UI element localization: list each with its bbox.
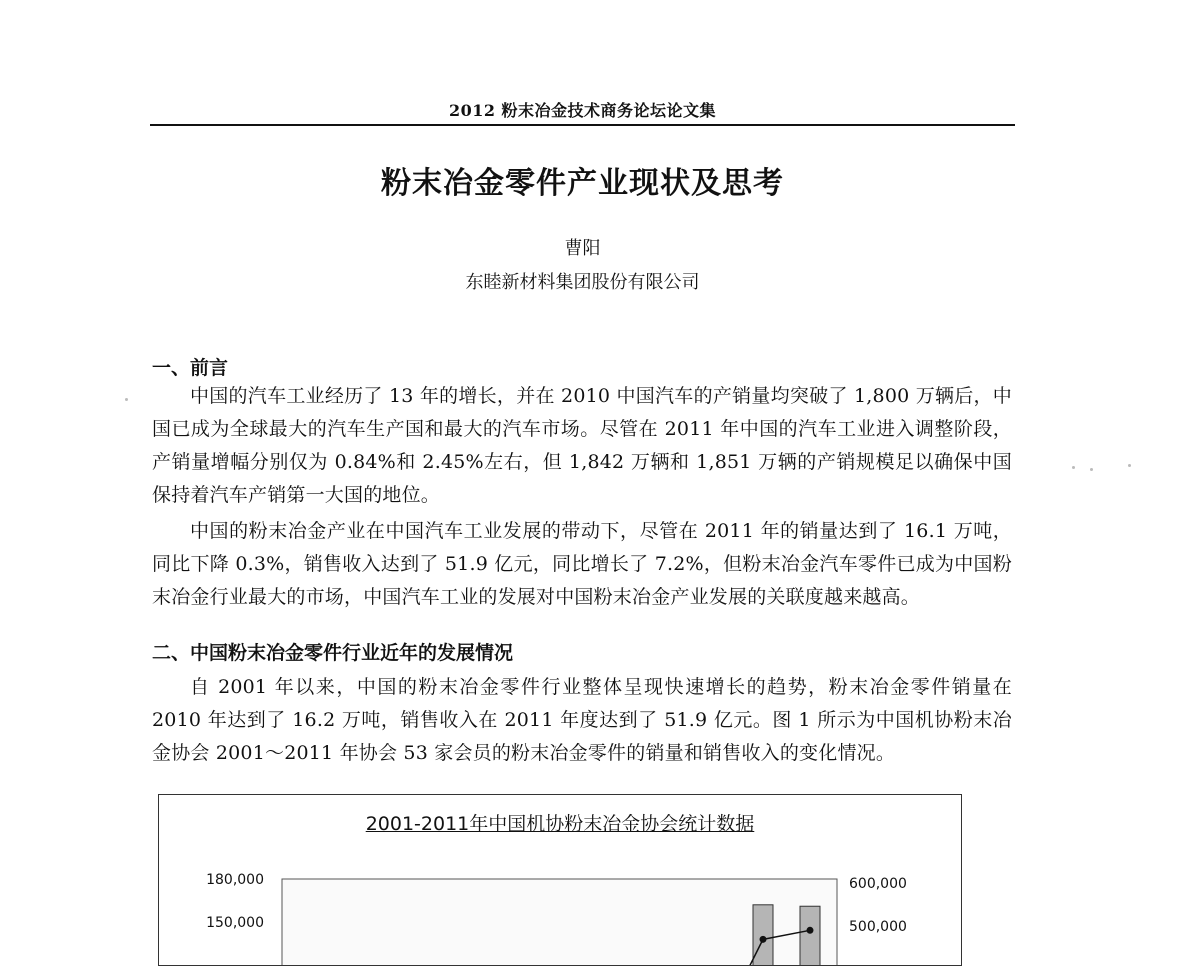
line-point-1 — [807, 927, 814, 934]
scan-speck — [1128, 464, 1131, 467]
header-rule — [150, 124, 1015, 126]
running-header: 2012 粉末冶金技术商务论坛论文集 — [448, 101, 717, 120]
paragraph-intro-1: 中国的汽车工业经历了 13 年的增长，并在 2010 中国汽车的产销量均突破了 1,800 万辆后，中国已成为全球最大的汽车生产国和最大的汽车市场。尽管在 2011 年中国的汽车工业进入调整阶段，产销量增幅分别仅为 0.84%和 2.45%左右，但 1,842 万辆和 1,851 万辆的产销规模足以确保中国保持着汽车产销第一大国的地位。 — [152, 385, 1012, 506]
author-affiliation: 东睦新材料集团股份有限公司 — [465, 272, 700, 293]
chart-svg — [159, 795, 961, 965]
bar-1 — [800, 906, 820, 965]
right-axis-tick: 600,000 — [849, 876, 907, 892]
paragraph-development-1: 自 2001 年以来，中国的粉末冶金零件行业整体呈现快速增长的趋势，粉末冶金零件销量在 2010 年达到了 16.2 万吨，销售收入在 2011 年度达到了 51.9 亿元。图 1 所示为中国机协粉末冶金协会 2001～2011 年协会 53 家会员的粉末冶金零件的销量和销售收入的变化情况。 — [152, 676, 1012, 764]
left-axis-tick: 180,000 — [206, 872, 264, 888]
section-heading-intro: 一、前言 — [152, 357, 229, 379]
scan-speck — [125, 398, 128, 401]
bar-0 — [753, 905, 773, 965]
figure-chart — [158, 794, 962, 966]
chart-title: 2001-2011年中国机协粉末冶金协会统计数据 — [365, 813, 755, 835]
scan-speck — [1090, 468, 1093, 471]
scan-speck — [1072, 466, 1075, 469]
right-axis-tick: 500,000 — [849, 919, 907, 935]
paragraph-intro-2: 中国的粉末冶金产业在中国汽车工业发展的带动下，尽管在 2011 年的销量达到了 16.1 万吨，同比下降 0.3%，销售收入达到了 51.9 亿元，同比增长了 7.2%，但粉末冶金汽车零件已成为中国粉末冶金行业最大的市场，中国汽车工业的发展对中国粉末冶金产业发展的关联度越来越高。 — [152, 520, 1012, 608]
left-axis-tick: 150,000 — [206, 915, 264, 931]
line-point-0 — [760, 936, 767, 943]
paper-title: 粉末冶金零件产业现状及思考 — [381, 166, 784, 201]
author-name: 曹阳 — [564, 238, 601, 259]
section-heading-development: 二、中国粉末冶金零件行业近年的发展情况 — [152, 642, 514, 664]
